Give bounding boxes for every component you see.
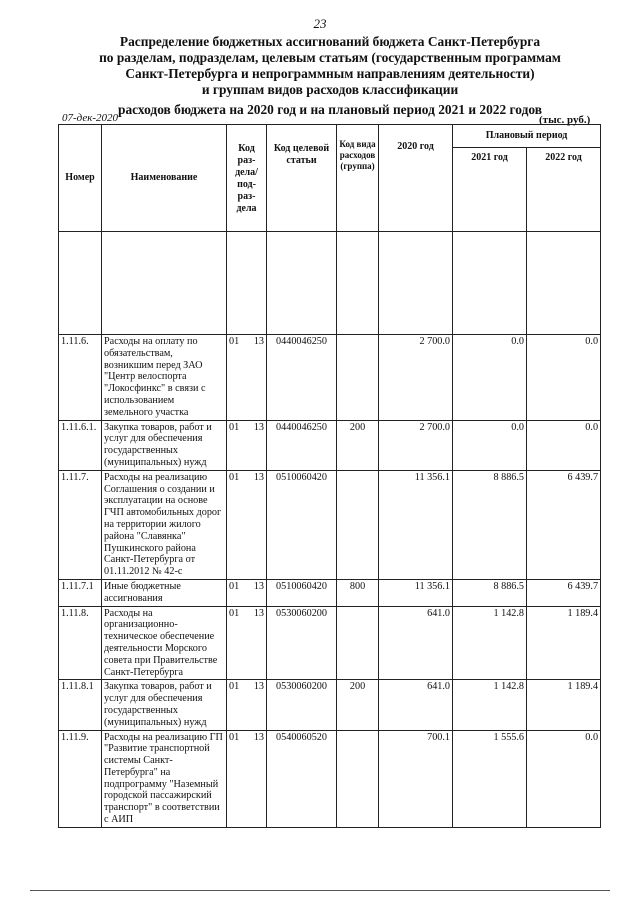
table-row: [59, 680, 601, 730]
row-2021: 1 142.8: [453, 680, 527, 730]
row-section: 01: [227, 579, 247, 606]
row-target: 0440046250: [267, 335, 337, 421]
row-subsection: 13: [247, 680, 267, 730]
row-section: 01: [227, 730, 247, 827]
row-group: 200: [337, 680, 379, 730]
row-section: 01: [227, 420, 247, 470]
row-target: 0440046250: [267, 420, 337, 470]
row-2022: 6 439.7: [527, 470, 601, 579]
row-2021: 8 886.5: [453, 579, 527, 606]
row-group: 800: [337, 579, 379, 606]
row-subsection: 13: [247, 730, 267, 827]
document-title: [60, 34, 600, 118]
row-name: Закупка товаров, работ и услуг для обеспечения государственных (муниципальных) нужд: [102, 680, 227, 730]
row-2021: 0.0: [453, 335, 527, 421]
row-2022: 0.0: [527, 730, 601, 827]
row-2022: 0.0: [527, 420, 601, 470]
row-section: 01: [227, 470, 247, 579]
row-subsection: 13: [247, 579, 267, 606]
row-group: [337, 470, 379, 579]
table-row: [59, 730, 601, 827]
header-name: Наименование: [102, 125, 227, 232]
document-date: 07-дек-2020: [62, 112, 119, 124]
row-number: 1.11.7.1: [59, 579, 102, 606]
row-2021: 1 555.6: [453, 730, 527, 827]
row-target: 0530060200: [267, 606, 337, 680]
row-number: 1.11.8.1: [59, 680, 102, 730]
table-row: [59, 335, 601, 421]
header-group: Код вида расходов (группа): [337, 125, 379, 232]
header-2020: 2020 год: [379, 125, 453, 232]
row-subsection: 13: [247, 606, 267, 680]
row-2020: 2 700.0: [379, 335, 453, 421]
row-subsection: 13: [247, 420, 267, 470]
row-section: 01: [227, 335, 247, 421]
row-section: 01: [227, 606, 247, 680]
row-subsection: 13: [247, 335, 267, 421]
header-2021: 2021 год: [453, 148, 527, 232]
row-2021: 8 886.5: [453, 470, 527, 579]
row-2020: 11 356.1: [379, 579, 453, 606]
row-section: 01: [227, 680, 247, 730]
row-2020: 700.1: [379, 730, 453, 827]
row-number: 1.11.6.: [59, 335, 102, 421]
row-2020: 11 356.1: [379, 470, 453, 579]
title-line: расходов бюджета на 2020 год и на плановый период 2021 и 2022 годов: [118, 102, 542, 117]
row-target: 0510060420: [267, 470, 337, 579]
row-name: Расходы на организационно-техническое обеспечение деятельности Морского совета при Правительстве Санкт-Петербурга: [102, 606, 227, 680]
row-2022: 1 189.4: [527, 680, 601, 730]
row-2020: 641.0: [379, 606, 453, 680]
title-line: и группам видов расходов классификации: [201, 82, 459, 97]
table-row: [59, 606, 601, 680]
row-target: 0510060420: [267, 579, 337, 606]
row-group: [337, 335, 379, 421]
row-2020: 2 700.0: [379, 420, 453, 470]
row-name: Расходы на реализацию Соглашения о создании и эксплуатации на основе ГЧП автомобильных дорог на территории жилого района "Славянка" Пушкинского района Санкт-Петербурга от 01.11.2012 № 42-с: [102, 470, 227, 579]
row-name: Закупка товаров, работ и услуг для обеспечения государственных (муниципальных) нужд: [102, 420, 227, 470]
title-line: Санкт-Петербурга и непрограммным направлениям деятельности): [125, 66, 535, 81]
row-2022: 6 439.7: [527, 579, 601, 606]
title-line: по разделам, подразделам, целевым статьям (государственным программам: [99, 50, 561, 65]
page-number: 23: [313, 16, 327, 31]
table-row: [59, 579, 601, 606]
row-number: 1.11.7.: [59, 470, 102, 579]
bottom-divider: [30, 890, 610, 891]
row-2021: 0.0: [453, 420, 527, 470]
header-number: Номер: [59, 125, 102, 232]
row-group: [337, 606, 379, 680]
title-line: Распределение бюджетных ассигнований бюджета Санкт-Петербурга: [119, 34, 541, 49]
row-2020: 641.0: [379, 680, 453, 730]
row-group: [337, 730, 379, 827]
header-section: Код раз-дела/ под-раз-дела: [227, 125, 267, 232]
header-2022: 2022 год: [527, 148, 601, 232]
row-subsection: 13: [247, 470, 267, 579]
row-number: 1.11.9.: [59, 730, 102, 827]
row-number: 1.11.6.1.: [59, 420, 102, 470]
row-number: 1.11.8.: [59, 606, 102, 680]
row-name: Иные бюджетные ассигнования: [102, 579, 227, 606]
units-label: (тыс. руб.): [539, 114, 591, 126]
row-2021: 1 142.8: [453, 606, 527, 680]
row-target: 0540060520: [267, 730, 337, 827]
budget-table: [58, 124, 601, 828]
table-row: [59, 470, 601, 579]
header-planned-period: Плановый период: [453, 125, 601, 148]
row-2022: 1 189.4: [527, 606, 601, 680]
row-name: Расходы на оплату по обязательствам, возникшим перед ЗАО "Центр велоспорта "Локосфинкс" в связи с использованием земельного участка: [102, 335, 227, 421]
row-group: 200: [337, 420, 379, 470]
row-name: Расходы на реализацию ГП "Развитие транспортной системы Санкт-Петербурга" на подпрограмму "Наземный городской пассажирский транспорт" в соответствии с АИП: [102, 730, 227, 827]
row-target: 0530060200: [267, 680, 337, 730]
header-target: Код целевой статьи: [267, 125, 337, 232]
table-row: [59, 420, 601, 470]
row-2022: 0.0: [527, 335, 601, 421]
